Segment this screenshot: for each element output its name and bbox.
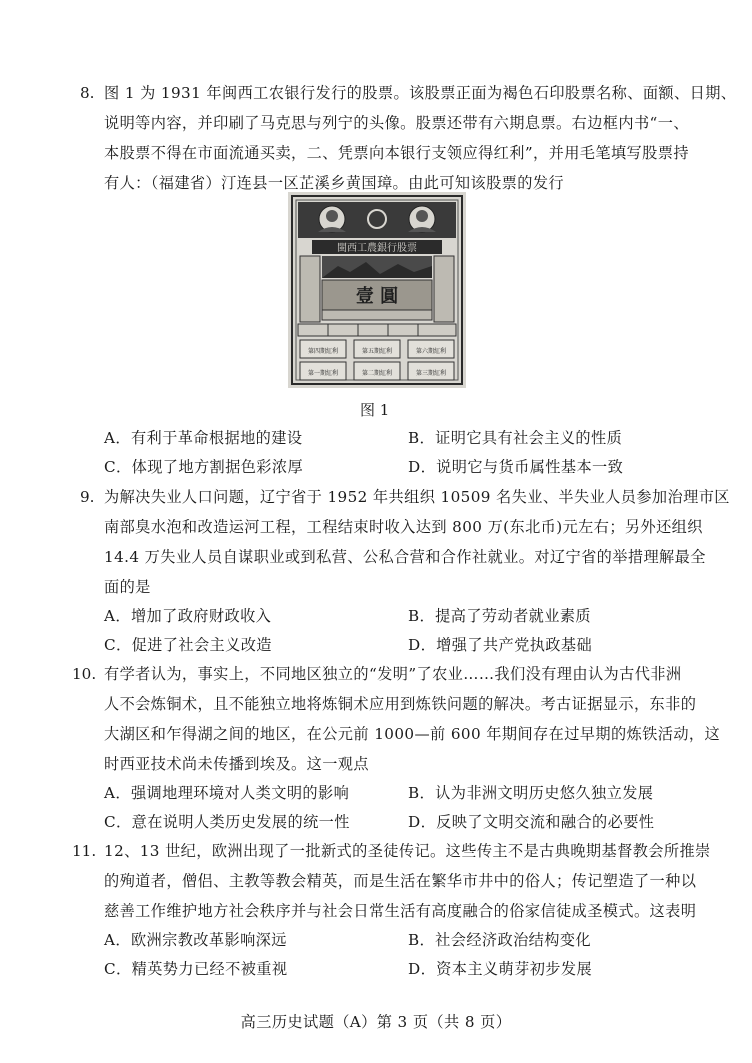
question-text-line: 面的是 xyxy=(104,578,151,596)
coupon-label: 第六期紅利 xyxy=(415,348,447,355)
option-a[interactable]: A．欧洲宗教改革影响深远 xyxy=(104,931,287,949)
question-text-line: 的殉道者，僧侣、主教等教会精英，而是生活在繁华市井中的俗人；传记塑造了一种以 xyxy=(104,872,697,890)
question-text-line: 南部臭水泡和改造运河工程，工程结束时收入达到 800 万(东北币)元左右；另外还组织 xyxy=(104,518,703,536)
option-c[interactable]: C．促进了社会主义改造 xyxy=(104,636,272,654)
page-footer: 高三历史试题（A）第 3 页（共 8 页） xyxy=(240,1013,512,1031)
coupon-label: 第四期紅利 xyxy=(307,348,339,355)
question-text-line: 说明等内容，并印刷了马克思与列宁的头像。股票还带有六期息票。右边框内书“一、 xyxy=(104,114,689,132)
option-c[interactable]: C．精英势力已经不被重视 xyxy=(104,960,288,978)
option-b[interactable]: B．认为非洲文明历史悠久独立发展 xyxy=(408,784,654,802)
option-b[interactable]: B．社会经济政治结构变化 xyxy=(408,931,592,949)
question-text-line: 时西亚技术尚未传播到埃及。这一观点 xyxy=(104,755,369,773)
option-c[interactable]: C．意在说明人类历史发展的统一性 xyxy=(104,813,350,831)
question-text-line: 有学者认为，事实上，不同地区独立的“发明”了农业……我们没有理由认为古代非洲 xyxy=(104,665,682,683)
question-text-line: 为解决失业人口问题，辽宁省于 1952 年共组织 10509 名失业、半失业人员参加治理市区 xyxy=(104,488,730,506)
question-text-line: 14.4 万失业人员自谋职业或到私营、公私合营和合作社就业。对辽宁省的举措理解最全 xyxy=(104,548,706,566)
option-a[interactable]: A．强调地理环境对人类文明的影响 xyxy=(104,784,350,802)
question-number: 8. xyxy=(80,84,95,102)
stock-certificate-image xyxy=(288,192,466,388)
coupon-label: 第三期紅利 xyxy=(415,370,447,377)
question-text-line: 慈善工作维护地方社会秩序并与社会日常生活有高度融合的俗家信徒成圣模式。这表明 xyxy=(104,902,697,920)
option-d[interactable]: D．资本主义萌芽初步发展 xyxy=(408,960,593,978)
question-text-line: 12、13 世纪，欧洲出现了一批新式的圣徒传记。这些传主不是古典晚期基督教会所推崇 xyxy=(104,842,711,860)
option-c[interactable]: C．体现了地方割据色彩浓厚 xyxy=(104,458,304,476)
figure-caption: 图 1 xyxy=(360,401,390,419)
option-d[interactable]: D．反映了文明交流和融合的必要性 xyxy=(408,813,655,831)
option-b[interactable]: B．提高了劳动者就业素质 xyxy=(408,607,592,625)
coupon-label: 第五期紅利 xyxy=(361,348,393,355)
question-number: 9. xyxy=(80,488,95,506)
coupon-label: 第一期紅利 xyxy=(307,370,339,377)
stock-denomination: 壹 圓 xyxy=(355,286,399,307)
question-number: 10. xyxy=(72,665,97,683)
question-text-line: 图 1 为 1931 年闽西工农银行发行的股票。该股票正面为褐色石印股票名称、面额、日期、 xyxy=(104,84,737,102)
stock-title-banner: 閩西工農銀行股票 xyxy=(337,243,417,254)
question-number: 11. xyxy=(72,842,97,860)
option-a[interactable]: A．增加了政府财政收入 xyxy=(104,607,272,625)
question-text-line: 人不会炼铜术，且不能独立地将炼铜术应用到炼铁问题的解决。考古证据显示，东非的 xyxy=(104,695,697,713)
question-text-line: 大湖区和乍得湖之间的地区，在公元前 1000—前 600 年期间存在过早期的炼铁活动，这 xyxy=(104,725,721,743)
question-text-line: 有人：（福建省）汀连县一区芷溪乡黄国璋。由此可知该股票的发行 xyxy=(104,174,565,192)
coupon-label: 第二期紅利 xyxy=(361,370,393,377)
option-d[interactable]: D．增强了共产党执政基础 xyxy=(408,636,593,654)
option-a[interactable]: A．有利于革命根据地的建设 xyxy=(104,429,303,447)
option-d[interactable]: D．说明它与货币属性基本一致 xyxy=(408,458,624,476)
option-b[interactable]: B．证明它具有社会主义的性质 xyxy=(408,429,623,447)
question-text-line: 本股票不得在市面流通买卖，二、凭票向本银行支领应得红利”，并用毛笔填写股票持 xyxy=(104,144,689,162)
